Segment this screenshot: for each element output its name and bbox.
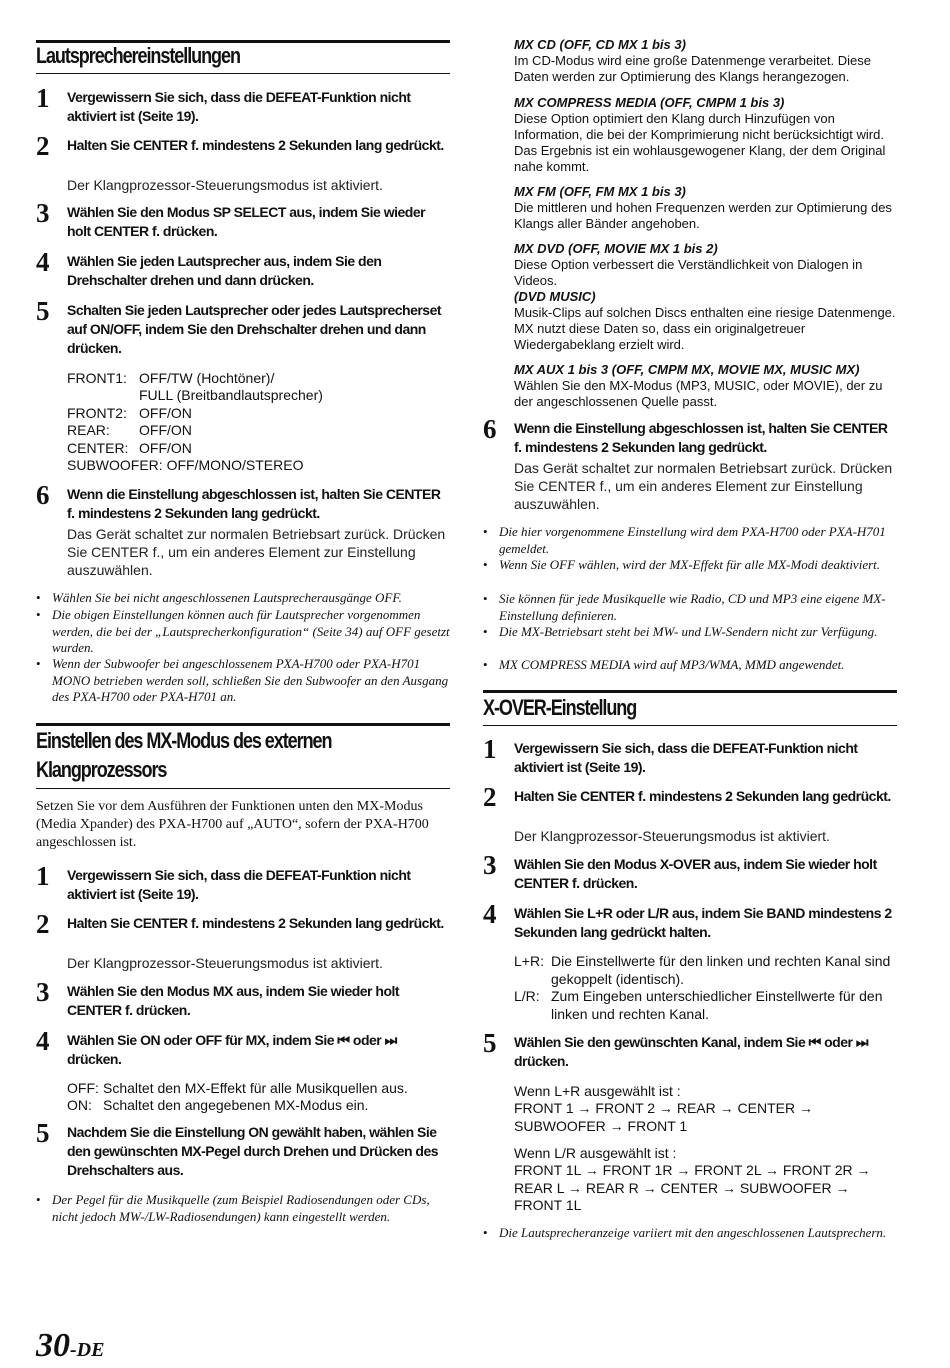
step-number: 1 [36, 861, 50, 891]
step-text: Wählen Sie den Modus MX aus, indem Sie wieder holt CENTER f. drücken. [67, 983, 400, 1018]
heading-rule [36, 40, 450, 43]
mx-mode-heading: MX CD (OFF, CD MX 1 bis 3) [514, 37, 686, 52]
step-number: 2 [36, 909, 50, 939]
step-number: 3 [36, 198, 50, 228]
note: • Die MX-Betriebsart steht bei MW- und LW-Sendern nicht zur Verfügung. [483, 624, 897, 641]
heading-underline [36, 73, 450, 74]
step-text: Vergewissern Sie sich, dass die DEFEAT-Funktion nicht aktiviert ist (Seite 19). [514, 740, 858, 775]
step-number: 5 [483, 1028, 497, 1058]
speaker-option: REAR: OFF/ON [67, 422, 192, 438]
step-text: Halten Sie CENTER f. mindestens 2 Sekunden lang gedrückt. [67, 915, 444, 931]
intro-paragraph: Setzen Sie vor dem Ausführen der Funktionen unten den MX-Modus (Media Xpander) des PXA-H700 auf „AUTO“, sofern der PXA-H700 angeschlossen ist. [36, 799, 429, 850]
step-text: Schalten Sie jeden Lautsprecher oder jedes Lautsprecherset auf ON/OFF, indem Sie den Drehschalter drehen und dann drücken. [67, 302, 442, 356]
section-heading-speaker-settings: Lautsprechereinstellungen [36, 43, 240, 68]
step-number: 3 [36, 977, 50, 1007]
mx-mode-text: Musik-Clips auf solchen Discs enthalten eine riesige Datenmenge. MX nutzt diese Daten so, dass ein originalgetreuer Wiedergabeklang erzielt wird. [514, 305, 896, 352]
mx-mode-heading: (DVD MUSIC) [514, 289, 596, 304]
step-description: Das Gerät schaltet zur normalen Betriebsart zurück. Drücken Sie CENTER f., um ein anderes Element zur Einstellung auszuwählen. [514, 460, 893, 512]
step-description: Der Klangprozessor-Steuerungsmodus ist aktiviert. [514, 828, 830, 844]
section-heading-mx-mode: Einstellen des MX-Modus des externen [36, 728, 332, 753]
step-text: Halten Sie CENTER f. mindestens 2 Sekunden lang gedrückt. [67, 137, 444, 153]
step-number: 6 [36, 480, 50, 510]
channel-sequence: FRONT 1L → FRONT 1R → FRONT 2L → FRONT 2R → REAR L → REAR R → CENTER → SUBWOOFER → FRONT 1L [514, 1162, 871, 1213]
sequence-heading: Wenn L+R ausgewählt ist : [514, 1083, 681, 1099]
step-text: Vergewissern Sie sich, dass die DEFEAT-Funktion nicht aktiviert ist (Seite 19). [67, 867, 411, 902]
mx-option-off: OFF: Schaltet den MX-Effekt für alle Musikquellen aus. [67, 1080, 408, 1096]
lr-option: L/R: Zum Eingeben unterschiedlicher Einstellwerte für den linken und rechten Kanal. [514, 988, 883, 1022]
step-number: 4 [36, 247, 50, 277]
sequence-heading: Wenn L/R ausgewählt ist : [514, 1145, 677, 1161]
step-number: 1 [483, 734, 497, 764]
note: • MX COMPRESS MEDIA wird auf MP3/WMA, MMD angewendet. [483, 657, 897, 674]
mx-mode-heading: MX COMPRESS MEDIA (OFF, CMPM 1 bis 3) [514, 95, 785, 110]
step-number: 1 [36, 83, 50, 113]
speaker-option: FULL (Breitbandlautsprecher) [139, 387, 323, 403]
heading-underline [483, 725, 897, 726]
step-number: 5 [36, 296, 50, 326]
step-text: Wählen Sie ON oder OFF für MX, indem Sie ⏮ oder ⏭ drücken. [67, 1032, 397, 1067]
step-text: Wählen Sie L+R oder L/R aus, indem Sie BAND mindestens 2 Sekunden lang gedrückt halten. [514, 905, 892, 940]
channel-sequence: FRONT 1 → FRONT 2 → REAR → CENTER → SUBWOOFER → FRONT 1 [514, 1100, 813, 1134]
mx-mode-text: Die mittleren und hohen Frequenzen werden zur Optimierung des Klangs aller Bänder angehoben. [514, 200, 892, 231]
note: • Wenn Sie OFF wählen, wird der MX-Effekt für alle MX-Modi deaktiviert. [483, 557, 897, 574]
step-text: Halten Sie CENTER f. mindestens 2 Sekunden lang gedrückt. [514, 788, 891, 804]
step-number: 4 [36, 1026, 50, 1056]
note: • Die obigen Einstellungen können auch für Lautsprecher vorgenommen werden, die bei der „Lautsprecherkonfiguration“ (Seite 34) auf OFF gesetzt wurden. [36, 607, 450, 657]
speaker-option: SUBWOOFER: OFF/MONO/STEREO [67, 457, 304, 473]
note: • Wählen Sie bei nicht angeschlossenen Lautsprecherausgänge OFF. [36, 590, 450, 607]
mx-mode-text: Wählen Sie den MX-Modus (MP3, MUSIC, oder MOVIE), der zu der angeschlossenen Quelle passt. [514, 378, 883, 409]
note: • Der Pegel für die Musikquelle (zum Beispiel Radiosendungen oder CDs, nicht jedoch MW-/LW-Radiosendungen) kann eingestellt werden. [36, 1192, 450, 1225]
step-text: Wenn die Einstellung abgeschlossen ist, halten Sie CENTER f. mindestens 2 Sekunden lang gedrückt. [514, 420, 888, 455]
note: • Die Lautsprecheranzeige variiert mit den angeschlossenen Lautsprechern. [483, 1225, 897, 1242]
heading-rule [483, 690, 897, 693]
mx-mode-heading: MX AUX 1 bis 3 (OFF, CMPM MX, MOVIE MX, MUSIC MX) [514, 362, 860, 377]
step-number: 3 [483, 850, 497, 880]
step-text: Nachdem Sie die Einstellung ON gewählt haben, wählen Sie den gewünschten MX-Pegel durch Drehen und Drücken des Drehschalters aus. [67, 1124, 439, 1178]
note: • Die hier vorgenommene Einstellung wird dem PXA-H700 oder PXA-H701 gemeldet. [483, 524, 897, 557]
section-heading-xover: X-OVER-Einstellung [483, 695, 637, 720]
note: • Wenn der Subwoofer bei angeschlossenem PXA-H700 oder PXA-H701 MONO betrieben werden soll, schließen Sie den Subwoofer an den Ausgang des PXA-H700 oder PXA-H701 an. [36, 656, 450, 706]
lr-option: L+R: Die Einstellwerte für den linken und rechten Kanal sind gekoppelt (identisch). [514, 953, 891, 987]
mx-mode-text: Diese Option verbessert die Verständlichkeit von Dialogen in Videos. [514, 257, 863, 288]
speaker-option: FRONT2: OFF/ON [67, 405, 192, 421]
mx-mode-text: Im CD-Modus wird eine große Datenmenge verarbeitet. Diese Daten werden zur Optimierung des Klangs herangezogen. [514, 53, 871, 84]
step-text: Vergewissern Sie sich, dass die DEFEAT-Funktion nicht aktiviert ist (Seite 19). [67, 89, 411, 124]
heading-underline [36, 788, 450, 789]
step-text: Wählen Sie jeden Lautsprecher aus, indem Sie den Drehschalter drehen und dann drücken. [67, 253, 382, 288]
mx-mode-text: Diese Option optimiert den Klang durch Hinzufügen von Information, die bei der Komprimierung nicht berücksichtigt wird. Das Ergebnis ist ein wohlausgewogener Klang, der dem Original nahe kommt. [514, 111, 886, 174]
speaker-option: FRONT1: OFF/TW (Hochtöner)/ [67, 370, 275, 386]
speaker-option: CENTER: OFF/ON [67, 440, 192, 456]
step-description: Der Klangprozessor-Steuerungsmodus ist aktiviert. [67, 177, 383, 193]
step-text: Wählen Sie den Modus X-OVER aus, indem Sie wieder holt CENTER f. drücken. [514, 856, 877, 891]
note: • Sie können für jede Musikquelle wie Radio, CD und MP3 eine eigene MX-Einstellung definieren. [483, 591, 897, 624]
step-number: 2 [36, 131, 50, 161]
step-number: 2 [483, 782, 497, 812]
step-number: 5 [36, 1118, 50, 1148]
heading-rule [36, 723, 450, 726]
step-text: Wenn die Einstellung abgeschlossen ist, halten Sie CENTER f. mindestens 2 Sekunden lang gedrückt. [67, 486, 441, 521]
step-text: Wählen Sie den Modus SP SELECT aus, indem Sie wieder holt CENTER f. drücken. [67, 204, 426, 239]
section-heading-mx-mode-line2: Klangprozessors [36, 757, 167, 782]
step-description: Der Klangprozessor-Steuerungsmodus ist aktiviert. [67, 955, 383, 971]
step-number: 4 [483, 899, 497, 929]
mx-mode-heading: MX FM (OFF, FM MX 1 bis 3) [514, 184, 686, 199]
mx-option-on: ON: Schaltet den angegebenen MX-Modus ein. [67, 1097, 369, 1113]
step-text: Wählen Sie den gewünschten Kanal, indem Sie ⏮ oder ⏭ drücken. [514, 1034, 868, 1069]
page-number: 30-DE [36, 1327, 105, 1364]
mx-mode-heading: MX DVD (OFF, MOVIE MX 1 bis 2) [514, 241, 718, 256]
step-number: 6 [483, 414, 497, 444]
step-description: Das Gerät schaltet zur normalen Betriebsart zurück. Drücken Sie CENTER f., um ein anderes Element zur Einstellung auszuwählen. [67, 526, 446, 578]
